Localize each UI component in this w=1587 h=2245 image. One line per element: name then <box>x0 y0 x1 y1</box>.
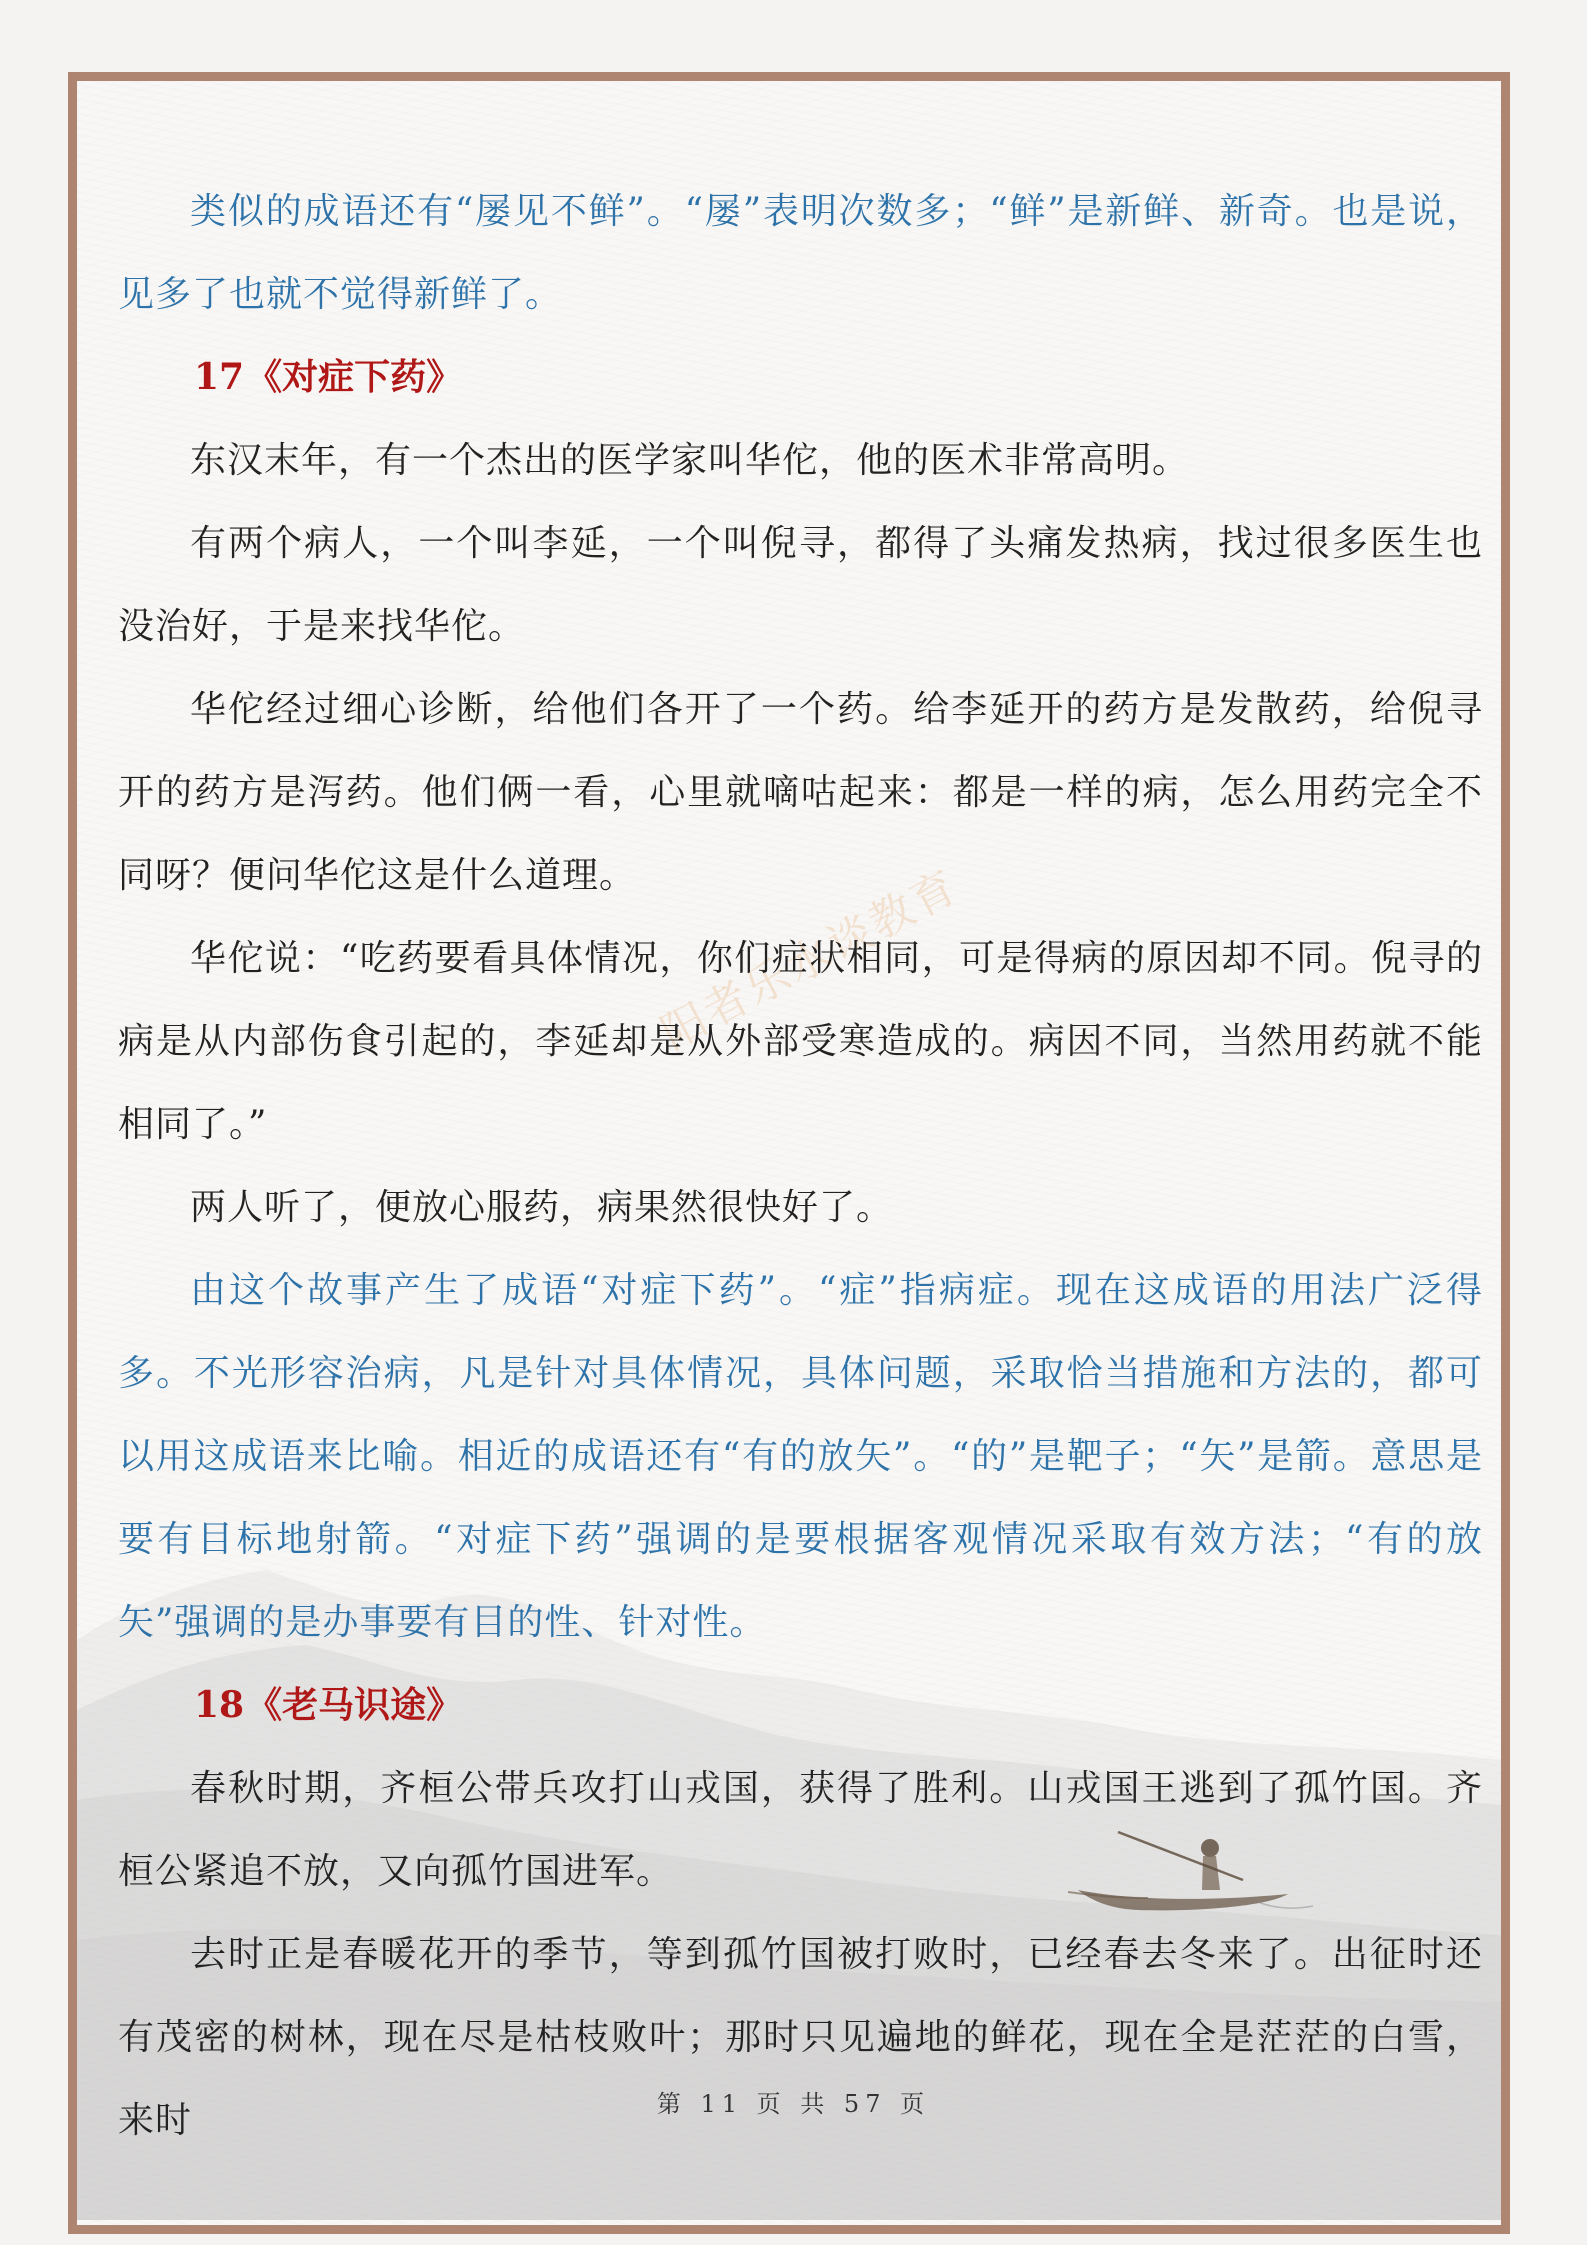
page-footer: 第 11 页 共 57 页 <box>656 2090 931 2118</box>
paragraph-story-intro: 东汉末年，有一个杰出的医学家叫华佗，他的医术非常高明。 <box>190 440 1190 481</box>
heading-17-number: 17 <box>194 356 245 398</box>
paragraph-diagnosis: 华佗经过细心诊断，给他们各开了一个药。给李延开的药方是发散药，给倪寻开的药方是泻药。他们俩一看，心里就嘀咕起来：都是一样的病，怎么用药完全不同呀？便问华佗这是什么道理。 <box>118 689 1483 896</box>
document-body <box>118 170 1483 2162</box>
paragraph-idiom-meaning: 由这个故事产生了成语“对症下药”。“症”指病症。现在这成语的用法广泛得多。不光形容治病，凡是针对具体情况，具体问题，采取恰当措施和方法的，都可以用这成语来比喻。相近的成语还有“有的放矢”。“的”是靶子；“矢”是箭。意思是要有目标地射箭。“对症下药”强调的是要根据客观情况采取有效方法；“有的放矢”强调的是办事要有目的性、针对性。 <box>118 1270 1483 1643</box>
heading-18-title: 《老马识途》 <box>246 1684 463 1726</box>
paragraph-two-patients: 有两个病人，一个叫李延，一个叫倪寻，都得了头痛发热病，找过很多医生也没治好，于是来找华佗。 <box>118 523 1483 647</box>
heading-17 <box>118 336 1483 419</box>
heading-17-title: 《对症下药》 <box>246 356 463 398</box>
paragraph-recovery: 两人听了，便放心服药，病果然很快好了。 <box>190 1187 894 1228</box>
heading-18 <box>118 1664 1483 1747</box>
paragraph-huatuo-explains: 华佗说：“吃药要看具体情况，你们症状相同，可是得病的原因却不同。倪寻的病是从内部伤食引起的，李延却是从外部受寒造成的。病因不同，当然用药就不能相同了。” <box>118 938 1483 1145</box>
paragraph-seasons-change: 去时正是春暖花开的季节，等到孤竹国被打败时，已经春去冬来了。出征时还有茂密的树林，现在尽是枯枝败叶；那时只见遍地的鲜花，现在全是茫茫的白雪，来时 <box>118 1934 1483 2141</box>
watermark-text: 阳者乐水谈教育 <box>653 860 968 1060</box>
heading-18-number: 18 <box>194 1684 245 1726</box>
paragraph-similar-idiom: 类似的成语还有“屡见不鲜”。“屡”表明次数多；“鲜”是新鲜、新奇。也是说，见多了也就不觉得新鲜了。 <box>118 191 1483 315</box>
paragraph-spring-autumn: 春秋时期，齐桓公带兵攻打山戎国，获得了胜利。山戎国王逃到了孤竹国。齐桓公紧追不放，又向孤竹国进军。 <box>118 1768 1483 1892</box>
